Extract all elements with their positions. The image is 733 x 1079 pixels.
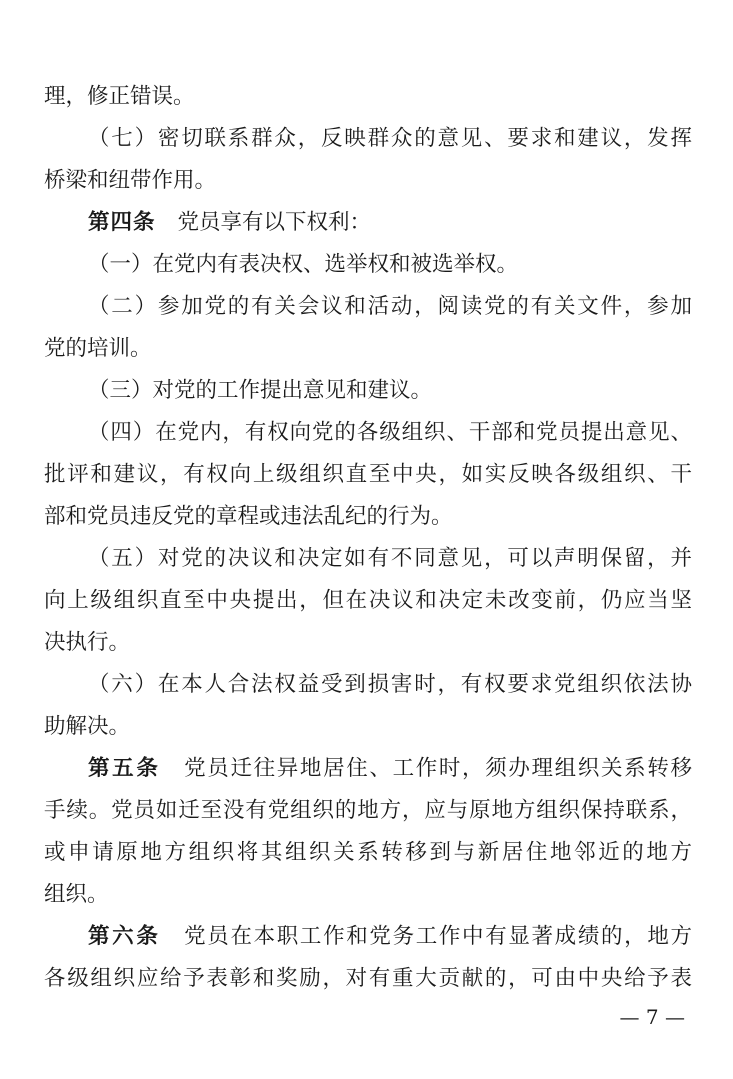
text-line: （三）对党的工作提出意见和建议。 xyxy=(88,378,433,403)
text-line: （六）在本人合法权益受到损害时，有权要求党组织依法协 xyxy=(88,672,692,697)
text-line: （二）参加党的有关会议和活动，阅读党的有关文件，参加 xyxy=(88,294,692,319)
text-line: 助解决。 xyxy=(44,714,131,739)
article-heading: 第四条 xyxy=(88,210,156,235)
text-line: 组织。 xyxy=(44,882,109,907)
text-line: 批评和建议，有权向上级组织直至中央，如实反映各级组织、干 xyxy=(44,462,692,487)
text-line: 各级组织应给予表彰和奖励，对有重大贡献的，可由中央给予表 xyxy=(44,966,692,991)
article-6-paragraph xyxy=(88,922,692,952)
article-5-paragraph xyxy=(88,754,692,784)
text-span: 党员享有以下权利： xyxy=(177,210,372,235)
text-line: （一）在党内有表决权、选举权和被选举权。 xyxy=(88,252,519,277)
page-number: — 7 — xyxy=(619,1005,685,1029)
text-span: 党员迁往异地居住、工作时，须办理组织关系转移 xyxy=(182,756,692,781)
text-line: 手续。党员如迁至没有党组织的地方，应与原地方组织保持联系， xyxy=(44,798,692,823)
text-line: 桥梁和纽带作用。 xyxy=(44,168,217,193)
text-line: 决执行。 xyxy=(44,630,131,655)
text-line: （七）密切联系群众，反映群众的意见、要求和建议，发挥 xyxy=(88,126,692,151)
text-line: 向上级组织直至中央提出，但在决议和决定未改变前，仍应当坚 xyxy=(44,588,692,613)
text-line: 部和党员违反党的章程或违法乱纪的行为。 xyxy=(44,504,453,529)
text-line: （四）在党内，有权向党的各级组织、干部和党员提出意见、 xyxy=(88,420,692,445)
text-line: 党的培训。 xyxy=(44,336,152,361)
text-line: 理，修正错误。 xyxy=(44,84,195,109)
article-heading: 第六条 xyxy=(88,924,161,949)
text-line: 或申请原地方组织将其组织关系转移到与新居住地邻近的地方 xyxy=(44,840,692,865)
text-span: 党员在本职工作和党务工作中有显著成绩的，地方 xyxy=(182,924,692,949)
article-4-paragraph xyxy=(88,208,692,238)
text-line: （五）对党的决议和决定如有不同意见，可以声明保留，并 xyxy=(88,546,692,571)
article-heading: 第五条 xyxy=(88,756,161,781)
